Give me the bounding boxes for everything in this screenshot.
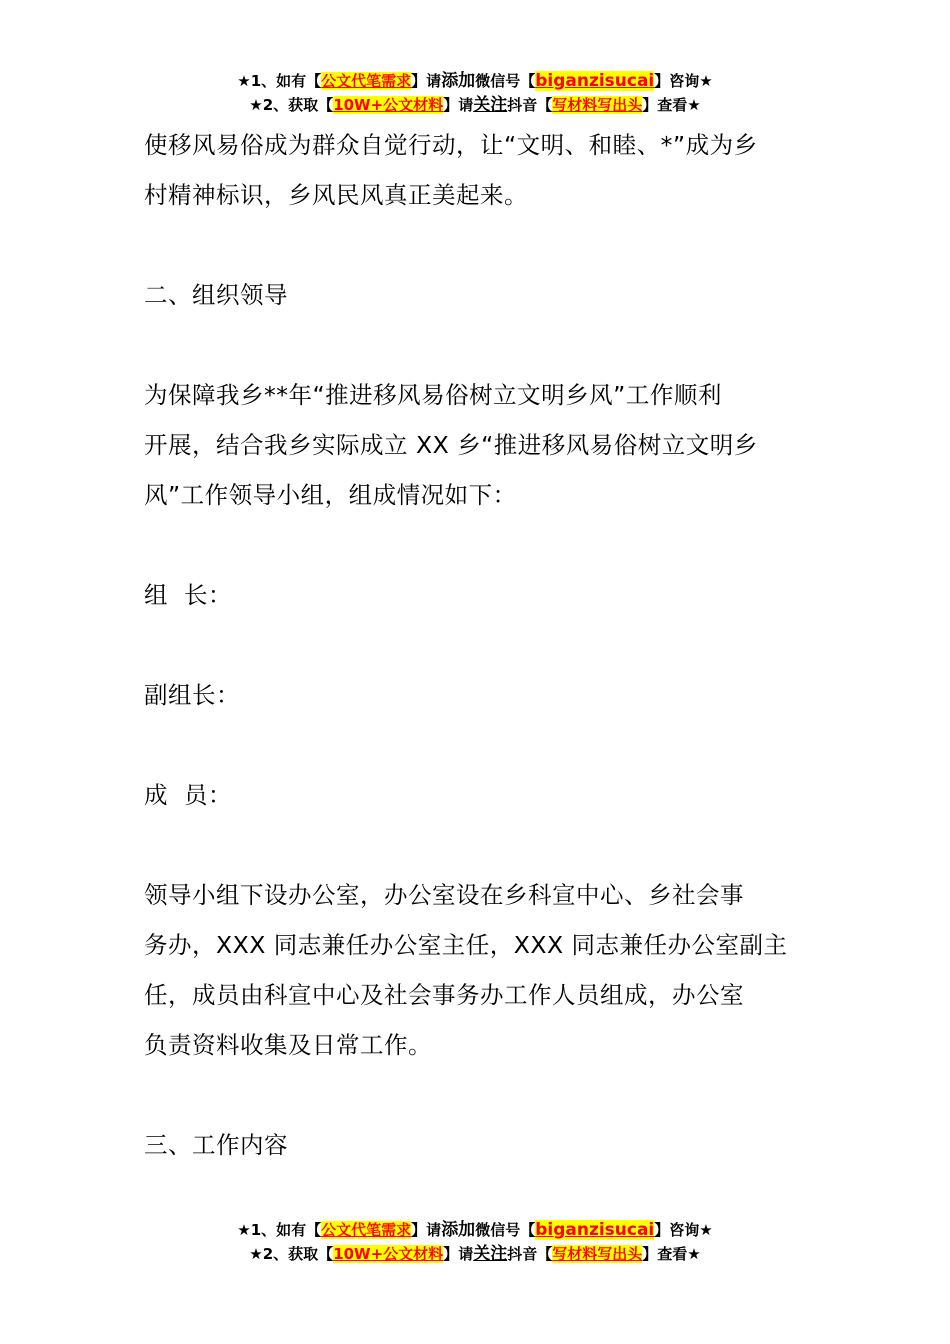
paragraph-line: 开展，结合我乡实际成立 XX 乡“推进移风易俗树立文明乡 xyxy=(144,431,758,459)
banner-text: 】查看★ xyxy=(642,1245,701,1263)
bottom-ad-banner xyxy=(0,1218,950,1266)
banner-highlight-douyin: 写材料写出头 xyxy=(552,96,643,114)
banner-text: 】请 xyxy=(443,1245,474,1263)
blank-line xyxy=(144,1070,814,1120)
group-leader-label: 组 长： xyxy=(144,581,232,609)
paragraph-line: 负责资料收集及日常工作。 xyxy=(144,1031,432,1059)
banner-highlight-douyin: 写材料写出头 xyxy=(552,1245,643,1263)
section-heading-work-content: 三、工作内容 xyxy=(144,1131,288,1159)
banner-highlight-wechat-id: biganzisucai xyxy=(535,71,655,91)
banner-line-1 xyxy=(0,69,950,93)
banner-text: ★2、获取【 xyxy=(249,1245,334,1263)
blank-line xyxy=(144,520,814,570)
banner-highlight-service: 公文代笔需求 xyxy=(321,72,412,90)
banner-text: 】咨询★ xyxy=(654,1221,713,1239)
paragraph-line: 为保障我乡**年“推进移风易俗树立文明乡风”工作顺利 xyxy=(144,381,722,409)
blank-line xyxy=(144,320,814,370)
banner-text: 抖音【 xyxy=(507,1245,553,1263)
banner-highlight-wechat-id: biganzisucai xyxy=(535,1220,655,1240)
banner-emphasis: 添加 xyxy=(441,1220,476,1240)
blank-line xyxy=(144,820,814,870)
deputy-leader-label: 副组长： xyxy=(144,681,240,709)
blank-line xyxy=(144,720,814,770)
blank-line xyxy=(144,220,814,270)
top-ad-banner xyxy=(0,69,950,117)
banner-line-1 xyxy=(0,1218,950,1242)
banner-text: 】请 xyxy=(411,72,442,90)
paragraph-line: 村精神标识，乡风民风真正美起来。 xyxy=(144,181,528,209)
banner-highlight-materials: 10W+公文材料 xyxy=(333,96,444,114)
banner-line-2 xyxy=(0,93,950,117)
document-body xyxy=(144,120,814,1170)
banner-emphasis: 关注 xyxy=(473,1244,508,1264)
banner-emphasis: 添加 xyxy=(441,71,476,91)
paragraph-line: 任，成员由科宣中心及社会事务办工作人员组成，办公室 xyxy=(144,981,744,1009)
paragraph-line: 使移风易俗成为群众自觉行动，让“文明、和睦、*”成为乡 xyxy=(144,131,758,159)
banner-text: ★1、如有【 xyxy=(237,1221,322,1239)
banner-text: 】查看★ xyxy=(642,96,701,114)
banner-text: 微信号【 xyxy=(475,72,536,90)
banner-text: 】请 xyxy=(443,96,474,114)
banner-line-2 xyxy=(0,1242,950,1266)
banner-text: 】咨询★ xyxy=(654,72,713,90)
banner-text: ★1、如有【 xyxy=(237,72,322,90)
banner-highlight-materials: 10W+公文材料 xyxy=(333,1245,444,1263)
banner-highlight-service: 公文代笔需求 xyxy=(321,1221,412,1239)
banner-emphasis: 关注 xyxy=(473,95,508,115)
banner-text: 抖音【 xyxy=(507,96,553,114)
paragraph-line: 领导小组下设办公室，办公室设在乡科宣中心、乡社会事 xyxy=(144,881,744,909)
members-label: 成 员： xyxy=(144,781,232,809)
banner-text: ★2、获取【 xyxy=(249,96,334,114)
banner-text: 】请 xyxy=(411,1221,442,1239)
banner-text: 微信号【 xyxy=(475,1221,536,1239)
section-heading-organization: 二、组织领导 xyxy=(144,281,288,309)
paragraph-line: 风”工作领导小组，组成情况如下： xyxy=(144,481,517,509)
paragraph-line: 务办，XXX 同志兼任办公室主任，XXX 同志兼任办公室副主 xyxy=(144,931,788,959)
blank-line xyxy=(144,620,814,670)
